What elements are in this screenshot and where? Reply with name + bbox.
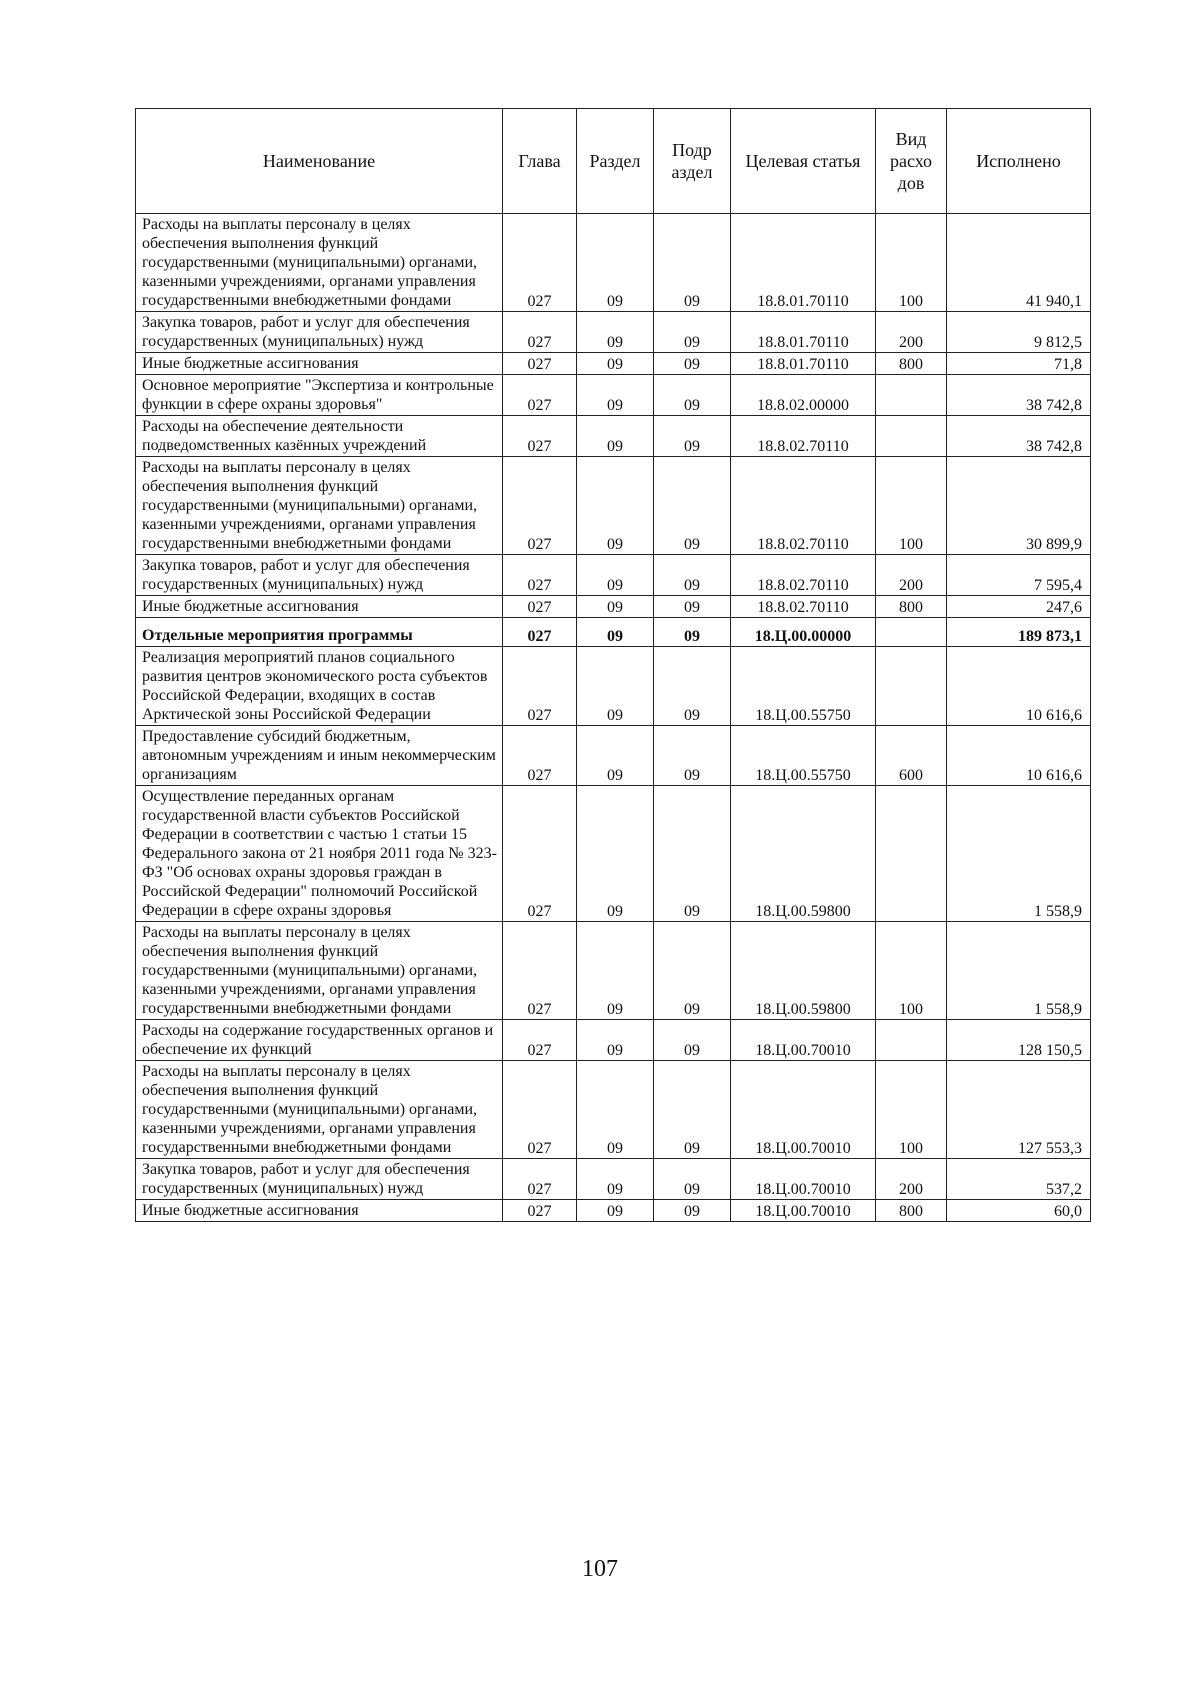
cell-vid: 200 bbox=[876, 312, 947, 353]
cell-glava: 027 bbox=[503, 312, 577, 353]
cell-statya: 18.8.02.00000 bbox=[731, 375, 876, 416]
cell-podrazdel: 09 bbox=[654, 922, 731, 1020]
cell-razdel: 09 bbox=[577, 416, 654, 457]
cell-glava: 027 bbox=[503, 1020, 577, 1061]
cell-ispolneno: 189 873,1 bbox=[947, 618, 1091, 647]
cell-razdel: 09 bbox=[577, 596, 654, 618]
cell-glava: 027 bbox=[503, 618, 577, 647]
cell-glava: 027 bbox=[503, 1159, 577, 1200]
table-row bbox=[136, 647, 1091, 726]
cell-podrazdel: 09 bbox=[654, 786, 731, 922]
cell-ispolneno: 247,6 bbox=[947, 596, 1091, 618]
cell-name: Реализация мероприятий планов социального развития центров экономического роста субъектов Российской Федерации, входящих в состав Арктической зоны Российской Федерации bbox=[136, 647, 503, 726]
table-row bbox=[136, 596, 1091, 618]
cell-name: Осуществление переданных органам государственной власти субъектов Российской Федерации в соответствии с частью 1 статьи 15 Федерального закона от 21 ноября 2011 года № 323-ФЗ "Об основах охраны здоровья граждан в Российской Федерации" полномочий Российской Федерации в сфере охраны здоровья bbox=[136, 786, 503, 922]
cell-podrazdel: 09 bbox=[654, 555, 731, 596]
header-podrazdel: Подр аздел bbox=[654, 109, 731, 214]
cell-vid: 100 bbox=[876, 1061, 947, 1159]
table-row bbox=[136, 726, 1091, 786]
cell-podrazdel: 09 bbox=[654, 618, 731, 647]
cell-glava: 027 bbox=[503, 922, 577, 1020]
cell-statya: 18.8.02.70110 bbox=[731, 457, 876, 555]
cell-glava: 027 bbox=[503, 1061, 577, 1159]
cell-razdel: 09 bbox=[577, 922, 654, 1020]
cell-glava: 027 bbox=[503, 214, 577, 312]
cell-podrazdel: 09 bbox=[654, 353, 731, 375]
cell-podrazdel: 09 bbox=[654, 457, 731, 555]
table-row bbox=[136, 786, 1091, 922]
cell-razdel: 09 bbox=[577, 1020, 654, 1061]
cell-razdel: 09 bbox=[577, 1159, 654, 1200]
cell-statya: 18.Ц.00.70010 bbox=[731, 1159, 876, 1200]
cell-name: Основное мероприятие "Экспертиза и контрольные функции в сфере охраны здоровья" bbox=[136, 375, 503, 416]
cell-ispolneno: 7 595,4 bbox=[947, 555, 1091, 596]
table-row bbox=[136, 353, 1091, 375]
cell-razdel: 09 bbox=[577, 214, 654, 312]
cell-razdel: 09 bbox=[577, 1200, 654, 1222]
header-vid: Вид расхо дов bbox=[876, 109, 947, 214]
cell-podrazdel: 09 bbox=[654, 214, 731, 312]
cell-statya: 18.Ц.00.55750 bbox=[731, 647, 876, 726]
header-glava: Глава bbox=[503, 109, 577, 214]
cell-razdel: 09 bbox=[577, 312, 654, 353]
cell-razdel: 09 bbox=[577, 786, 654, 922]
cell-ispolneno: 1 558,9 bbox=[947, 786, 1091, 922]
header-row bbox=[136, 109, 1091, 214]
cell-name: Расходы на выплаты персоналу в целях обеспечения выполнения функций государственными (муниципальными) органами, казенными учреждениями, органами управления государственными внебюджетными фондами bbox=[136, 922, 503, 1020]
cell-ispolneno: 1 558,9 bbox=[947, 922, 1091, 1020]
table-row bbox=[136, 375, 1091, 416]
table-row bbox=[136, 457, 1091, 555]
cell-vid: 100 bbox=[876, 922, 947, 1020]
budget-table-container bbox=[135, 108, 1090, 1222]
cell-podrazdel: 09 bbox=[654, 1200, 731, 1222]
cell-ispolneno: 71,8 bbox=[947, 353, 1091, 375]
cell-name: Закупка товаров, работ и услуг для обеспечения государственных (муниципальных) нужд bbox=[136, 312, 503, 353]
cell-statya: 18.Ц.00.55750 bbox=[731, 726, 876, 786]
table-row bbox=[136, 618, 1091, 647]
table-row bbox=[136, 416, 1091, 457]
cell-ispolneno: 128 150,5 bbox=[947, 1020, 1091, 1061]
budget-table bbox=[135, 108, 1091, 1222]
table-row bbox=[136, 1061, 1091, 1159]
cell-razdel: 09 bbox=[577, 618, 654, 647]
cell-vid: 800 bbox=[876, 596, 947, 618]
cell-razdel: 09 bbox=[577, 457, 654, 555]
cell-ispolneno: 127 553,3 bbox=[947, 1061, 1091, 1159]
cell-razdel: 09 bbox=[577, 555, 654, 596]
cell-name: Отдельные мероприятия программы bbox=[136, 618, 503, 647]
page-number: 107 bbox=[582, 1556, 618, 1582]
header-razdel: Раздел bbox=[577, 109, 654, 214]
cell-glava: 027 bbox=[503, 786, 577, 922]
cell-statya: 18.8.02.70110 bbox=[731, 555, 876, 596]
cell-podrazdel: 09 bbox=[654, 1061, 731, 1159]
cell-vid bbox=[876, 1020, 947, 1061]
cell-statya: 18.Ц.00.70010 bbox=[731, 1020, 876, 1061]
table-header bbox=[136, 109, 1091, 214]
cell-ispolneno: 38 742,8 bbox=[947, 416, 1091, 457]
cell-vid bbox=[876, 647, 947, 726]
cell-razdel: 09 bbox=[577, 353, 654, 375]
table-row bbox=[136, 555, 1091, 596]
cell-podrazdel: 09 bbox=[654, 375, 731, 416]
cell-name: Расходы на выплаты персоналу в целях обеспечения выполнения функций государственными (муниципальными) органами, казенными учреждениями, органами управления государственными внебюджетными фондами bbox=[136, 457, 503, 555]
cell-podrazdel: 09 bbox=[654, 416, 731, 457]
cell-vid bbox=[876, 618, 947, 647]
cell-ispolneno: 38 742,8 bbox=[947, 375, 1091, 416]
cell-statya: 18.Ц.00.70010 bbox=[731, 1200, 876, 1222]
cell-ispolneno: 10 616,6 bbox=[947, 647, 1091, 726]
cell-statya: 18.Ц.00.70010 bbox=[731, 1061, 876, 1159]
table-row bbox=[136, 214, 1091, 312]
cell-ispolneno: 60,0 bbox=[947, 1200, 1091, 1222]
cell-glava: 027 bbox=[503, 726, 577, 786]
cell-ispolneno: 537,2 bbox=[947, 1159, 1091, 1200]
header-name: Наименование bbox=[136, 109, 503, 214]
table-body bbox=[136, 214, 1091, 1222]
cell-podrazdel: 09 bbox=[654, 726, 731, 786]
cell-podrazdel: 09 bbox=[654, 1020, 731, 1061]
cell-vid bbox=[876, 786, 947, 922]
cell-name: Расходы на содержание государственных органов и обеспечение их функций bbox=[136, 1020, 503, 1061]
cell-vid: 100 bbox=[876, 214, 947, 312]
cell-statya: 18.8.02.70110 bbox=[731, 416, 876, 457]
cell-razdel: 09 bbox=[577, 726, 654, 786]
cell-razdel: 09 bbox=[577, 375, 654, 416]
cell-glava: 027 bbox=[503, 1200, 577, 1222]
table-row bbox=[136, 1020, 1091, 1061]
cell-statya: 18.8.01.70110 bbox=[731, 353, 876, 375]
cell-glava: 027 bbox=[503, 457, 577, 555]
cell-name: Иные бюджетные ассигнования bbox=[136, 1200, 503, 1222]
table-row bbox=[136, 1159, 1091, 1200]
cell-podrazdel: 09 bbox=[654, 1159, 731, 1200]
cell-name: Расходы на выплаты персоналу в целях обеспечения выполнения функций государственными (муниципальными) органами, казенными учреждениями, органами управления государственными внебюджетными фондами bbox=[136, 214, 503, 312]
cell-ispolneno: 30 899,9 bbox=[947, 457, 1091, 555]
cell-statya: 18.Ц.00.59800 bbox=[731, 922, 876, 1020]
cell-vid: 600 bbox=[876, 726, 947, 786]
cell-vid bbox=[876, 416, 947, 457]
cell-name: Предоставление субсидий бюджетным, автономным учреждениям и иным некоммерческим организациям bbox=[136, 726, 503, 786]
cell-razdel: 09 bbox=[577, 647, 654, 726]
table-row bbox=[136, 1200, 1091, 1222]
header-ispolneno: Исполнено bbox=[947, 109, 1091, 214]
cell-name: Иные бюджетные ассигнования bbox=[136, 353, 503, 375]
table-row bbox=[136, 922, 1091, 1020]
cell-name: Иные бюджетные ассигнования bbox=[136, 596, 503, 618]
cell-vid: 800 bbox=[876, 1200, 947, 1222]
header-statya: Целевая статья bbox=[731, 109, 876, 214]
cell-statya: 18.8.02.70110 bbox=[731, 596, 876, 618]
cell-statya: 18.Ц.00.59800 bbox=[731, 786, 876, 922]
cell-glava: 027 bbox=[503, 353, 577, 375]
cell-vid bbox=[876, 375, 947, 416]
cell-ispolneno: 10 616,6 bbox=[947, 726, 1091, 786]
cell-razdel: 09 bbox=[577, 1061, 654, 1159]
cell-vid: 200 bbox=[876, 555, 947, 596]
cell-vid: 800 bbox=[876, 353, 947, 375]
cell-ispolneno: 9 812,5 bbox=[947, 312, 1091, 353]
cell-glava: 027 bbox=[503, 555, 577, 596]
cell-podrazdel: 09 bbox=[654, 647, 731, 726]
cell-statya: 18.8.01.70110 bbox=[731, 312, 876, 353]
table-row bbox=[136, 312, 1091, 353]
cell-glava: 027 bbox=[503, 375, 577, 416]
cell-name: Расходы на обеспечение деятельности подведомственных казённых учреждений bbox=[136, 416, 503, 457]
cell-name: Расходы на выплаты персоналу в целях обеспечения выполнения функций государственными (муниципальными) органами, казенными учреждениями, органами управления государственными внебюджетными фондами bbox=[136, 1061, 503, 1159]
cell-glava: 027 bbox=[503, 596, 577, 618]
cell-name: Закупка товаров, работ и услуг для обеспечения государственных (муниципальных) нужд bbox=[136, 555, 503, 596]
cell-ispolneno: 41 940,1 bbox=[947, 214, 1091, 312]
cell-podrazdel: 09 bbox=[654, 596, 731, 618]
cell-glava: 027 bbox=[503, 647, 577, 726]
cell-podrazdel: 09 bbox=[654, 312, 731, 353]
cell-vid: 100 bbox=[876, 457, 947, 555]
cell-name: Закупка товаров, работ и услуг для обеспечения государственных (муниципальных) нужд bbox=[136, 1159, 503, 1200]
cell-statya: 18.8.01.70110 bbox=[731, 214, 876, 312]
cell-glava: 027 bbox=[503, 416, 577, 457]
cell-vid: 200 bbox=[876, 1159, 947, 1200]
cell-statya: 18.Ц.00.00000 bbox=[731, 618, 876, 647]
